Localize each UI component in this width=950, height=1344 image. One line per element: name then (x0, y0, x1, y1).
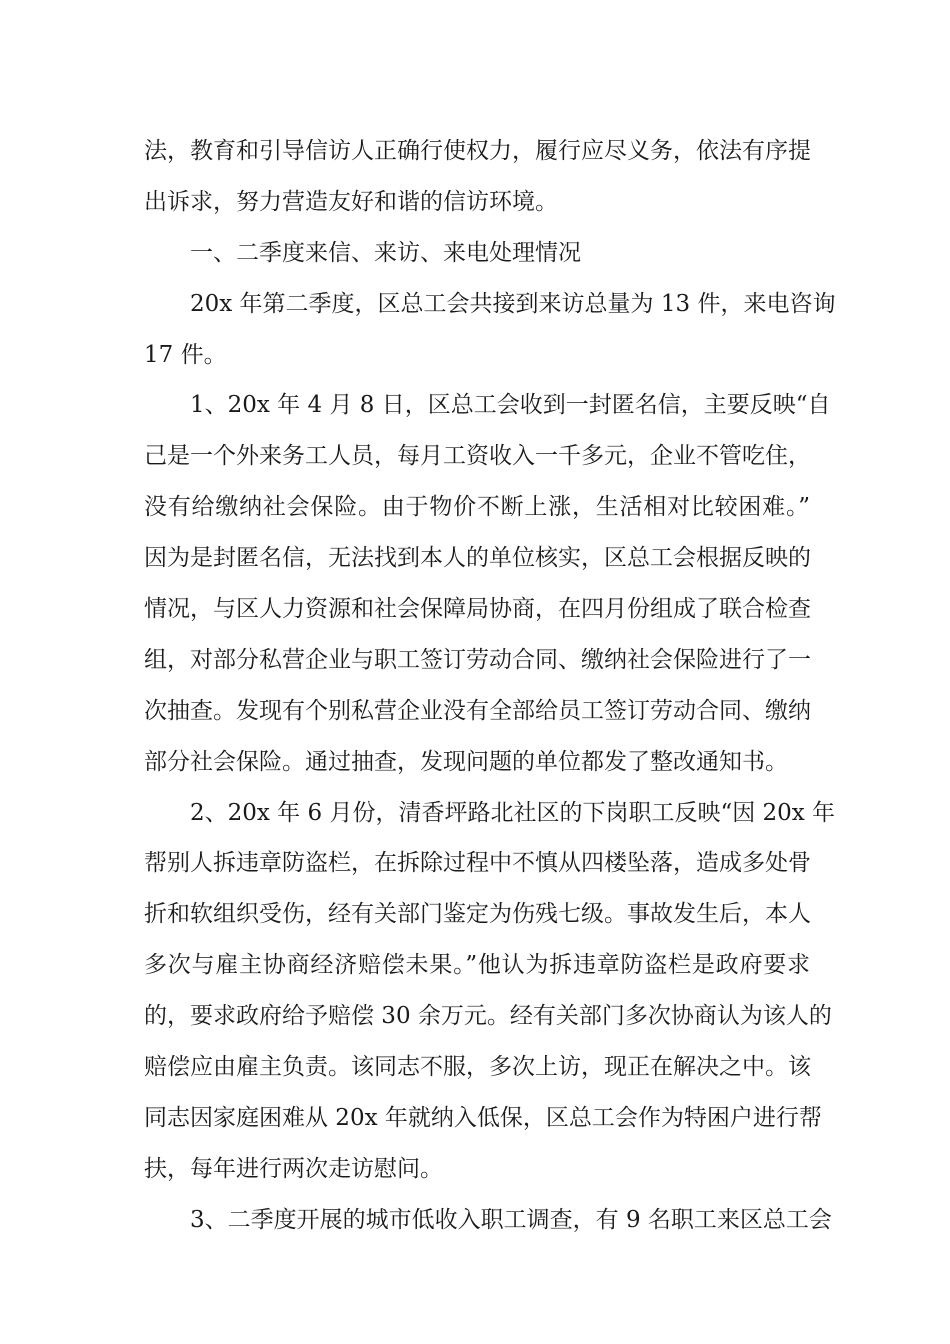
text-line: 折和软组织受伤，经有关部门鉴定为伤残七级。事故发生后，本人 (144, 901, 811, 928)
text-line: 20x 年第二季度，区总工会共接到来访总量为 13 件，来电咨询 (190, 290, 836, 317)
text-line: 的，要求政府给予赔偿 30 余万元。经有关部门多次协商认为该人的 (144, 1003, 832, 1030)
text-line: 次抽查。发现有个别私营企业没有全部给员工签订劳动合同、缴纳 (144, 697, 811, 724)
text-line: 扶，每年进行两次走访慰问。 (144, 1155, 443, 1182)
text-line: 情况，与区人力资源和社会保障局协商，在四月份组成了联合检查 (144, 596, 811, 623)
text-line: 出诉求，努力营造友好和谐的信访环境。 (144, 188, 558, 215)
text-line: 没有给缴纳社会保险。由于物价不断上涨，生活相对比较困难。” (144, 494, 810, 521)
text-line: 己是一个外来务工人员，每月工资收入一千多元，企业不管吃住， (144, 443, 811, 470)
text-line: 2、20x 年 6 月份，清香坪路北社区的下岗职工反映“因 20x 年 (190, 799, 836, 826)
text-line: 17 件。 (144, 341, 227, 368)
text-line: 赔偿应由雇主负责。该同志不服，多次上访，现正在解决之中。该 (144, 1054, 811, 1081)
document-body (144, 126, 836, 1246)
text-line: 因为是封匿名信，无法找到本人的单位核实，区总工会根据反映的 (144, 545, 811, 572)
text-line: 多次与雇主协商经济赔偿未果。”他认为拆违章防盗栏是政府要求 (144, 952, 810, 979)
text-line: 组，对部分私营企业与职工签订劳动合同、缴纳社会保险进行了一 (144, 646, 811, 673)
text-line: 部分社会保险。通过抽查，发现问题的单位都发了整改通知书。 (144, 748, 788, 775)
text-line: 法，教育和引导信访人正确行使权力，履行应尽义务，依法有序提 (144, 138, 811, 164)
text-line: 1、20x 年 4 月 8 日，区总工会收到一封匿名信，主要反映“自 (190, 392, 831, 419)
text-line: 帮别人拆违章防盗栏，在拆除过程中不慎从四楼坠落，造成多处骨 (144, 850, 811, 877)
section-heading: 一、二季度来信、来访、来电处理情况 (190, 239, 581, 266)
text-line: 3、二季度开展的城市低收入职工调查，有 9 名职工来区总工会 (190, 1206, 832, 1233)
text-line: 同志因家庭困难从 20x 年就纳入低保，区总工会作为特困户进行帮 (144, 1104, 822, 1131)
